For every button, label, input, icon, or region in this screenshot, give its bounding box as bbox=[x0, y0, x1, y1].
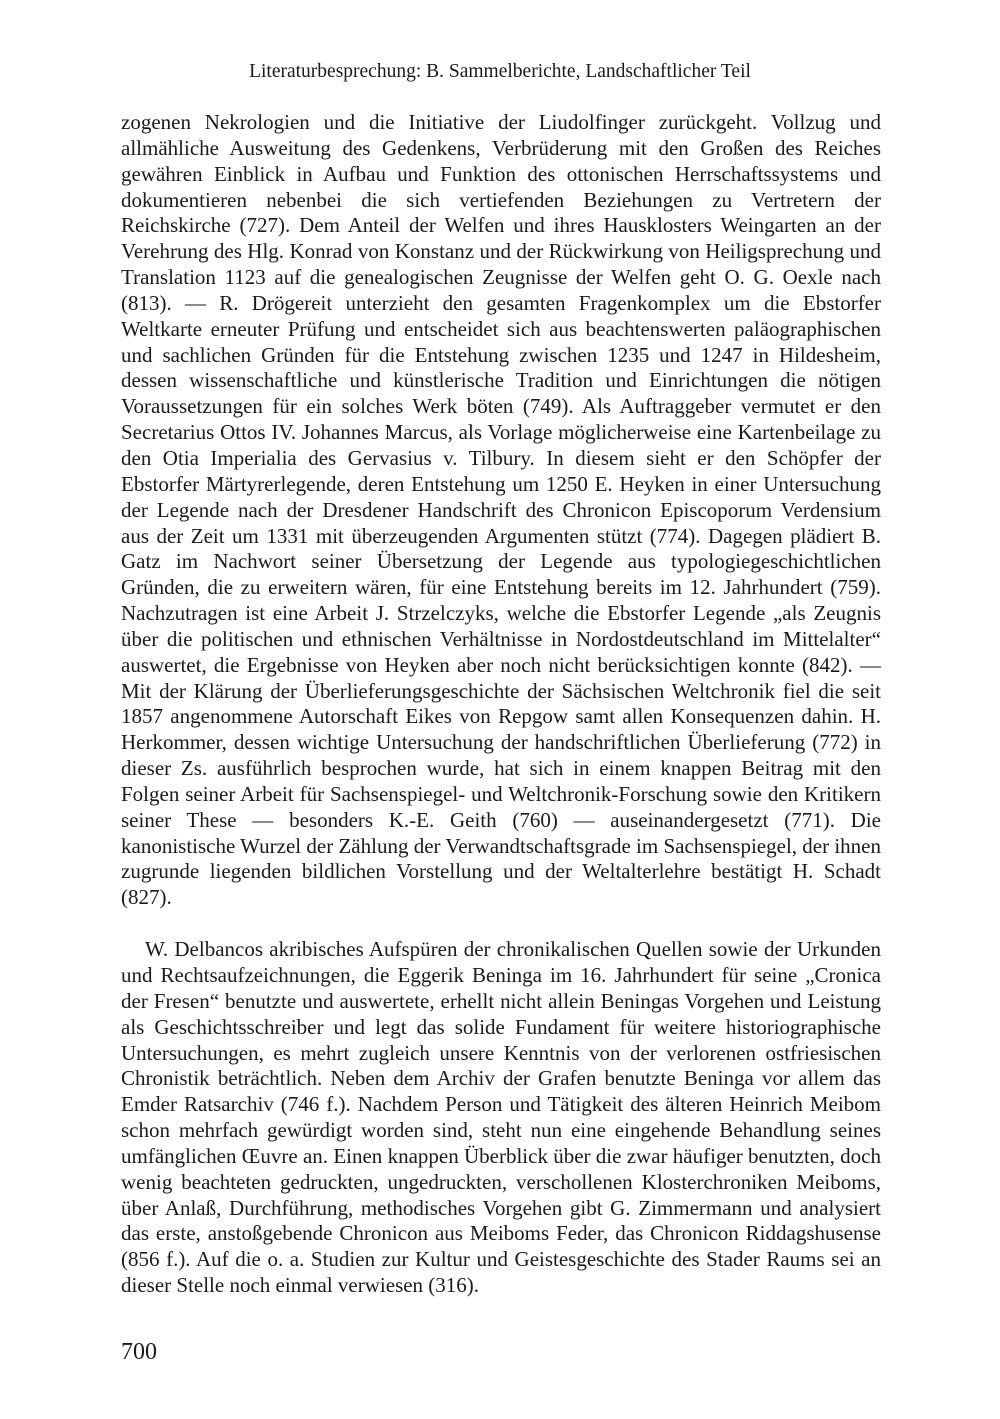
page-number: 700 bbox=[121, 1339, 157, 1365]
paragraph: zogenen Nekrologien und die Initiative der Liudolfinger zurückgeht. Vollzug und allmähliche Ausweitung des Gedenkens, Verbrüderung mit den Großen des Reiches gewähren Einblick in Aufbau und Funktion des ottonischen Herrschaftssystems und dokumentieren nebenbei die sich vertiefenden Beziehungen zu Vertretern der Reichskirche (727). Dem Anteil der Welfen und ihres Hausklosters Weingarten an der Verehrung des Hlg. Konrad von Konstanz und der Rückwirkung von Heiligsprechung und Translation 1123 auf die genealogischen Zeugnisse der Welfen geht O. G. Oexle nach (813). — R. Drögereit unterzieht den gesamten Fragenkomplex um die Ebstorfer Weltkarte erneuter Prüfung und entscheidet sich aus beachtenswerten paläographischen und sachlichen Gründen für die Entstehung zwischen 1235 und 1247 in Hildesheim, dessen wissenschaftliche und künstlerische Tradition und Einrichtungen die nötigen Voraussetzungen für ein solches Werk böten (749). Als Auftraggeber vermutet er den Secretarius Ottos IV. Johannes Marcus, als Vorlage möglicherweise eine Kartenbeilage zu den Otia Imperialia des Gervasius v. Tilbury. In diesem sieht er den Schöpfer der Ebstorfer Märtyrerlegende, deren Entstehung um 1250 E. Heyken in einer Untersuchung der Legende nach der Dresdener Handschrift des Chronicon Episcoporum Verdensium aus der Zeit um 1331 mit überzeugenden Argumenten stützt (774). Dagegen plädiert B. Gatz im Nachwort seiner Übersetzung der Legende aus typologiegeschichtlichen Gründen, die zu erweitern wären, für eine Entstehung bereits im 12. Jahrhundert (759). Nachzutragen ist eine Arbeit J. Strzelczyks, welche die Ebstorfer Legende „als Zeugnis über die politischen und ethnischen Verhältnisse in Nordostdeutschland im Mittelalter“ auswertet, die Ergebnisse von Heyken aber noch nicht berücksichtigen konnte (842). — Mit der Klärung der Überlieferungsgeschichte der Sächsischen Weltchronik fiel die seit 1857 angenommene Autorschaft Eikes von Repgow samt allen Konsequenzen dahin. H. Herkommer, dessen wichtige Untersuchung der handschriftlichen Überlieferung (772) in dieser Zs. ausführlich besprochen wurde, hat sich in einem knappen Beitrag mit den Folgen seiner Arbeit für Sachsenspiegel- und Weltchronik-Forschung sowie den Kritikern seiner These — besonders K.-E. Geith (760) — auseinandergesetzt (771). Die kanonistische Wurzel der Zählung der Verwandtschaftsgrade im Sachsenspiegel, der ihnen zugrunde liegenden bildlichen Vorstellung und der Weltalterlehre bestätigt H. Schadt (827). bbox=[121, 110, 881, 910]
paragraph: W. Delbancos akribisches Aufspüren der chronikalischen Quellen sowie der Urkunden und Rechtsaufzeichnungen, die Eggerik Beninga im 16. Jahrhundert für seine „Cronica der Fresen“ benutzte und auswertete, erhellt nicht allein Beningas Vorgehen und Leistung als Geschichtsschreiber und legt das solide Fundament für weitere historiographische Untersuchungen, es mehrt zugleich unsere Kenntnis von der verlorenen ostfriesischen Chronistik beträchtlich. Neben dem Archiv der Grafen benutzte Beninga vor allem das Emder Ratsarchiv (746 f.). Nachdem Person und Tätigkeit des älteren Heinrich Meibom schon mehrfach gewürdigt worden sind, steht nun eine eingehende Behandlung seines umfänglichen Œuvre an. Einen knappen Überblick über die zwar häufiger benutzten, doch wenig beachteten gedruckten, ungedruckten, verschollenen Klosterchroniken Meiboms, über Anlaß, Durchführung, methodisches Vorgehen gibt G. Zimmermann und analysiert das erste, anstoßgebende Chronicon aus Meiboms Feder, das Chronicon Riddagshusense (856 f.). Auf die o. a. Studien zur Kultur und Geistesgeschichte des Stader Raums sei an dieser Stelle noch einmal verwiesen (316). bbox=[121, 937, 881, 1298]
body-text bbox=[121, 110, 881, 1299]
running-head: Literaturbesprechung: B. Sammelberichte, Landschaftlicher Teil bbox=[249, 61, 751, 82]
